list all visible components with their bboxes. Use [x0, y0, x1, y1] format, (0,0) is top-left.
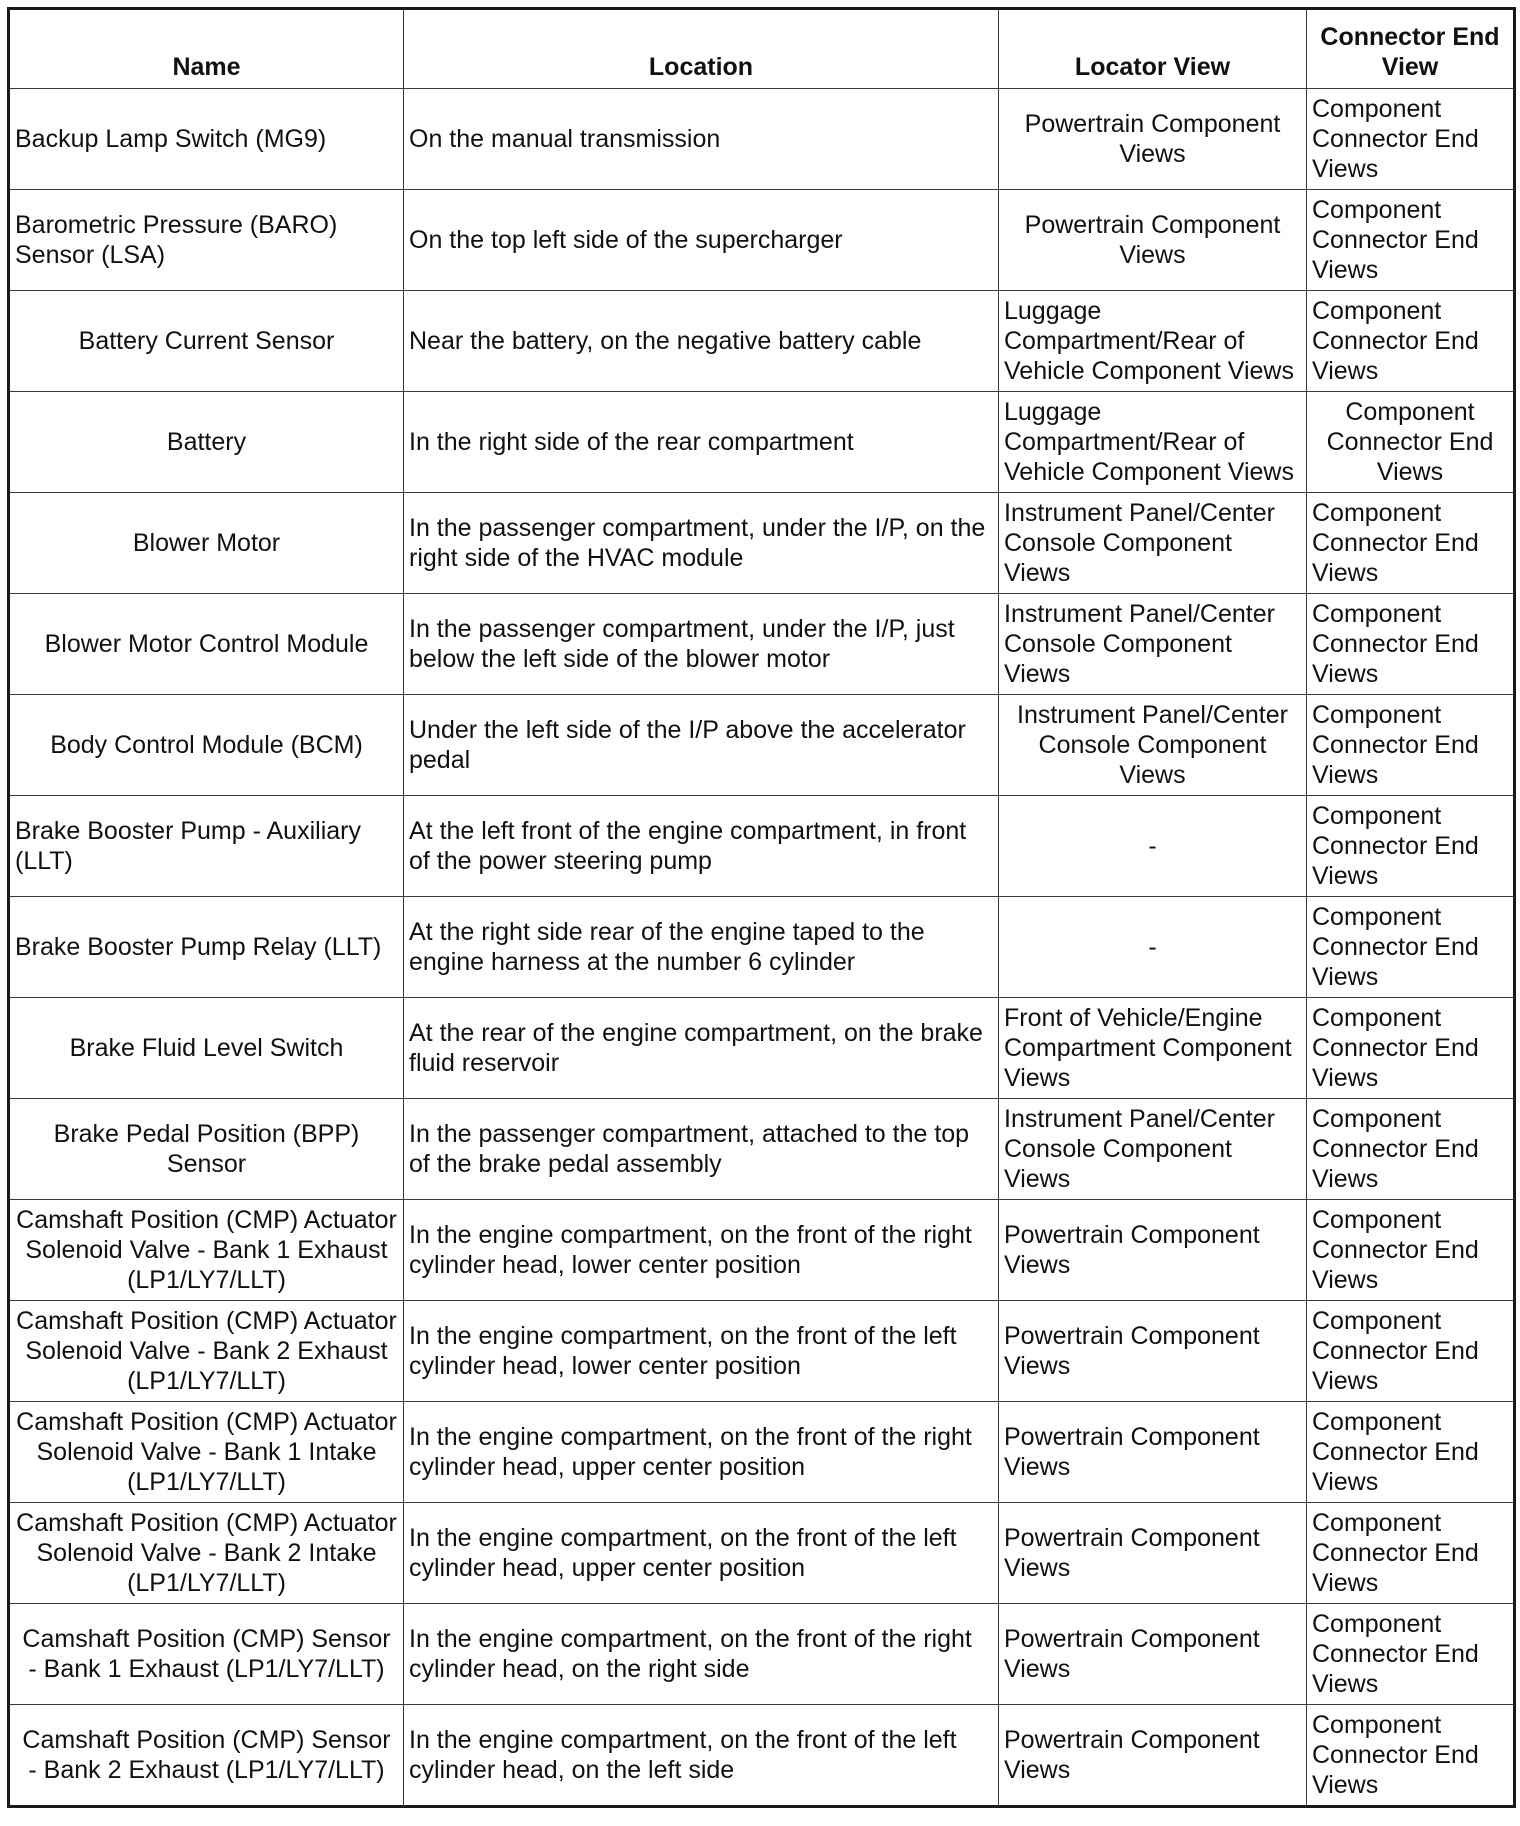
- table-row: [9, 998, 1515, 1099]
- table-row: [9, 897, 1515, 998]
- cell-name: Camshaft Position (CMP) Sensor - Bank 1 Exhaust (LP1/LY7/LLT): [9, 1604, 404, 1705]
- table-row: [9, 594, 1515, 695]
- cell-name: Camshaft Position (CMP) Sensor - Bank 2 Exhaust (LP1/LY7/LLT): [9, 1705, 404, 1807]
- cell-connector-end-view: Component Connector End Views: [1307, 594, 1515, 695]
- cell-location: Under the left side of the I/P above the accelerator pedal: [404, 695, 999, 796]
- cell-connector-end-view: Component Connector End Views: [1307, 1099, 1515, 1200]
- cell-connector-end-view: Component Connector End Views: [1307, 796, 1515, 897]
- table-row: [9, 796, 1515, 897]
- cell-connector-end-view: Component Connector End Views: [1307, 695, 1515, 796]
- cell-name: Camshaft Position (CMP) Actuator Solenoid Valve - Bank 2 Exhaust (LP1/LY7/LLT): [9, 1301, 404, 1402]
- cell-connector-end-view: Component Connector End Views: [1307, 998, 1515, 1099]
- cell-name: Backup Lamp Switch (MG9): [9, 89, 404, 190]
- cell-name: Blower Motor: [9, 493, 404, 594]
- cell-locator-view: Powertrain Component Views: [999, 1503, 1307, 1604]
- cell-locator-view: Instrument Panel/Center Console Component Views: [999, 1099, 1307, 1200]
- cell-name: Brake Fluid Level Switch: [9, 998, 404, 1099]
- cell-locator-view: Instrument Panel/Center Console Component Views: [999, 695, 1307, 796]
- cell-location: On the manual transmission: [404, 89, 999, 190]
- cell-locator-view: Powertrain Component Views: [999, 1402, 1307, 1503]
- table-row: [9, 695, 1515, 796]
- cell-location: Near the battery, on the negative battery cable: [404, 291, 999, 392]
- cell-name: Brake Pedal Position (BPP) Sensor: [9, 1099, 404, 1200]
- document-page: [7, 7, 1513, 1808]
- table-row: [9, 1604, 1515, 1705]
- table-row: [9, 1301, 1515, 1402]
- cell-name: Barometric Pressure (BARO) Sensor (LSA): [9, 190, 404, 291]
- header-connector-end-view: Connector End View: [1307, 9, 1515, 89]
- cell-location: In the engine compartment, on the front of the right cylinder head, on the right side: [404, 1604, 999, 1705]
- cell-connector-end-view: Component Connector End Views: [1307, 1604, 1515, 1705]
- table-header-row: [9, 9, 1515, 89]
- cell-locator-view: -: [999, 897, 1307, 998]
- cell-locator-view: Powertrain Component Views: [999, 1200, 1307, 1301]
- cell-connector-end-view: Component Connector End Views: [1307, 1200, 1515, 1301]
- cell-connector-end-view: Component Connector End Views: [1307, 1402, 1515, 1503]
- cell-connector-end-view: Component Connector End Views: [1307, 897, 1515, 998]
- header-location: Location: [404, 9, 999, 89]
- cell-locator-view: Powertrain Component Views: [999, 1301, 1307, 1402]
- table-row: [9, 392, 1515, 493]
- cell-connector-end-view: Component Connector End Views: [1307, 1301, 1515, 1402]
- cell-location: In the passenger compartment, under the I/P, just below the left side of the blower motor: [404, 594, 999, 695]
- cell-location: In the engine compartment, on the front of the left cylinder head, on the left side: [404, 1705, 999, 1807]
- cell-name: Camshaft Position (CMP) Actuator Solenoid Valve - Bank 2 Intake (LP1/LY7/LLT): [9, 1503, 404, 1604]
- cell-locator-view: Powertrain Component Views: [999, 1705, 1307, 1807]
- component-locator-table: [7, 7, 1516, 1808]
- cell-location: At the right side rear of the engine taped to the engine harness at the number 6 cylinder: [404, 897, 999, 998]
- cell-name: Camshaft Position (CMP) Actuator Solenoid Valve - Bank 1 Intake (LP1/LY7/LLT): [9, 1402, 404, 1503]
- table-row: [9, 291, 1515, 392]
- cell-location: At the left front of the engine compartment, in front of the power steering pump: [404, 796, 999, 897]
- cell-locator-view: Instrument Panel/Center Console Component Views: [999, 594, 1307, 695]
- cell-locator-view: Instrument Panel/Center Console Component Views: [999, 493, 1307, 594]
- cell-location: At the rear of the engine compartment, on the brake fluid reservoir: [404, 998, 999, 1099]
- table-row: [9, 1402, 1515, 1503]
- cell-location: On the top left side of the supercharger: [404, 190, 999, 291]
- cell-name: Blower Motor Control Module: [9, 594, 404, 695]
- cell-location: In the engine compartment, on the front of the right cylinder head, lower center position: [404, 1200, 999, 1301]
- cell-connector-end-view: Component Connector End Views: [1307, 291, 1515, 392]
- cell-connector-end-view: Component Connector End Views: [1307, 89, 1515, 190]
- cell-locator-view: Powertrain Component Views: [999, 1604, 1307, 1705]
- header-name: Name: [9, 9, 404, 89]
- table-row: [9, 89, 1515, 190]
- cell-location: In the passenger compartment, attached to the top of the brake pedal assembly: [404, 1099, 999, 1200]
- cell-location: In the engine compartment, on the front of the left cylinder head, upper center position: [404, 1503, 999, 1604]
- cell-locator-view: Luggage Compartment/Rear of Vehicle Component Views: [999, 291, 1307, 392]
- cell-locator-view: Powertrain Component Views: [999, 89, 1307, 190]
- cell-name: Battery: [9, 392, 404, 493]
- cell-connector-end-view: Component Connector End Views: [1307, 392, 1515, 493]
- cell-locator-view: Luggage Compartment/Rear of Vehicle Component Views: [999, 392, 1307, 493]
- header-locator-view: Locator View: [999, 9, 1307, 89]
- cell-name: Battery Current Sensor: [9, 291, 404, 392]
- cell-location: In the passenger compartment, under the I/P, on the right side of the HVAC module: [404, 493, 999, 594]
- cell-connector-end-view: Component Connector End Views: [1307, 1503, 1515, 1604]
- cell-location: In the engine compartment, on the front of the right cylinder head, upper center position: [404, 1402, 999, 1503]
- cell-name: Body Control Module (BCM): [9, 695, 404, 796]
- cell-name: Brake Booster Pump - Auxiliary (LLT): [9, 796, 404, 897]
- cell-locator-view: -: [999, 796, 1307, 897]
- cell-connector-end-view: Component Connector End Views: [1307, 1705, 1515, 1807]
- cell-connector-end-view: Component Connector End Views: [1307, 190, 1515, 291]
- cell-name: Camshaft Position (CMP) Actuator Solenoid Valve - Bank 1 Exhaust (LP1/LY7/LLT): [9, 1200, 404, 1301]
- table-row: [9, 1099, 1515, 1200]
- cell-connector-end-view: Component Connector End Views: [1307, 493, 1515, 594]
- cell-locator-view: Front of Vehicle/Engine Compartment Component Views: [999, 998, 1307, 1099]
- cell-location: In the right side of the rear compartment: [404, 392, 999, 493]
- table-row: [9, 1705, 1515, 1807]
- table-row: [9, 493, 1515, 594]
- table-row: [9, 1503, 1515, 1604]
- table-row: [9, 190, 1515, 291]
- table-row: [9, 1200, 1515, 1301]
- cell-name: Brake Booster Pump Relay (LLT): [9, 897, 404, 998]
- cell-location: In the engine compartment, on the front of the left cylinder head, lower center position: [404, 1301, 999, 1402]
- cell-locator-view: Powertrain Component Views: [999, 190, 1307, 291]
